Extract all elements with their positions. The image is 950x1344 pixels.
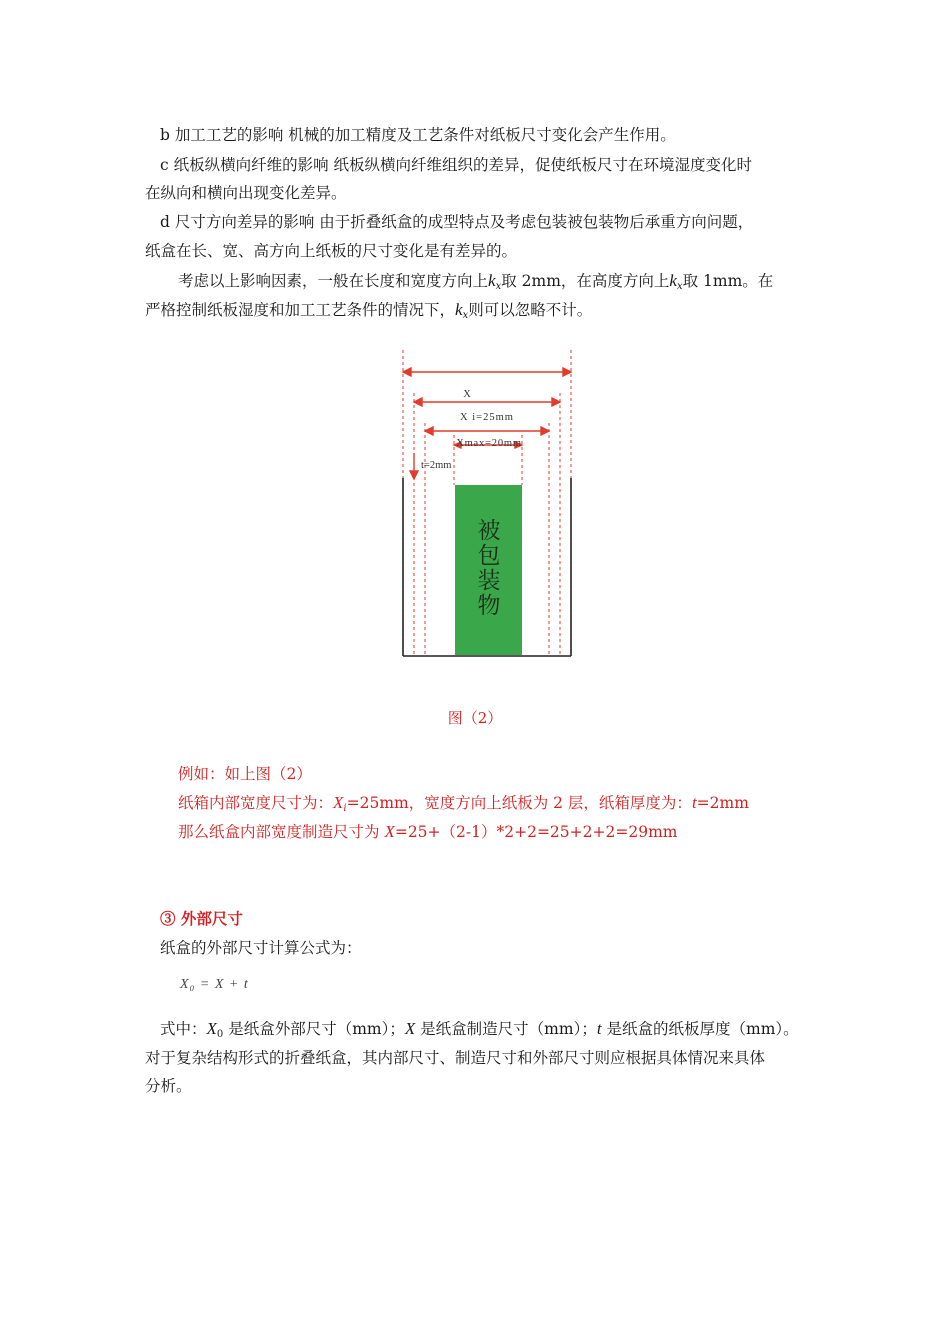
packaged-item-label	[478, 518, 501, 619]
definition-line1: 式中：$X_0$ 是纸盒外部尺寸（mm）；X 是纸盒制造尺寸（mm）；t 是纸盒的纸板厚度（mm）。	[160, 1019, 799, 1040]
paragraph-d-line2: 纸盒在长、宽、高方向上纸板的尺寸变化是有差异的。	[145, 242, 518, 260]
paragraph-d-line1: d 尺寸方向差异的影响 由于折叠纸盒的成型特点及考虑包装被包装物后承重方向问题，	[160, 213, 754, 231]
example-line2: 纸箱内部宽度尺寸为：$X_i=25mm$，宽度方向上纸板为 2 层，纸箱厚度为：t=2mm	[178, 793, 749, 814]
box-dimension-diagram	[395, 345, 585, 665]
definition-line2: 对于复杂结构形式的折叠纸盒，其内部尺寸、制造尺寸和外部尺寸则应根据具体情况来具体	[145, 1049, 766, 1067]
formula: X₀ = X + t	[180, 977, 249, 992]
section-heading: ③ 外部尺寸	[160, 909, 243, 928]
paragraph-c-line1: c 纸板纵横向纤维的影响 纸板纵横向纤维组织的差异，促使纸板尺寸在环境湿度变化时	[160, 156, 753, 174]
example-line1: 例如：如上图（2）	[178, 765, 312, 783]
paragraph-c-line2: 在纵向和横向出现变化差异。	[145, 184, 347, 202]
svg-text:被: 被	[477, 518, 501, 544]
section-intro: 纸盒的外部尺寸计算公式为：	[160, 939, 362, 957]
label-x: X	[463, 389, 471, 400]
label-xi: X i=25mm	[460, 412, 514, 423]
label-t: t=2mm	[421, 460, 452, 471]
paragraph-k-line2: 严格控制纸板湿度和加工工艺条件的情况下，$k_x$则可以忽略不计。	[145, 300, 593, 321]
paragraph-k-line1: 考虑以上影响因素，一般在长度和宽度方向上$k_x$取 2mm，在高度方向上$k_x$取 1mm。在	[178, 271, 774, 292]
definition-line3: 分析。	[145, 1077, 192, 1095]
svg-text:包: 包	[477, 543, 501, 569]
figure-caption: 图（2）	[447, 709, 503, 727]
example-line3: 那么纸盒内部宽度制造尺寸为 X=25+（2-1）*2+2=25+2+2=29mm	[178, 822, 678, 841]
paragraph-b: b 加工工艺的影响 机械的加工精度及工艺条件对纸板尺寸变化会产生作用。	[160, 126, 676, 144]
label-xmax: Xmax=20mm	[456, 438, 522, 449]
svg-text:物: 物	[477, 593, 501, 619]
svg-text:装: 装	[477, 568, 501, 594]
